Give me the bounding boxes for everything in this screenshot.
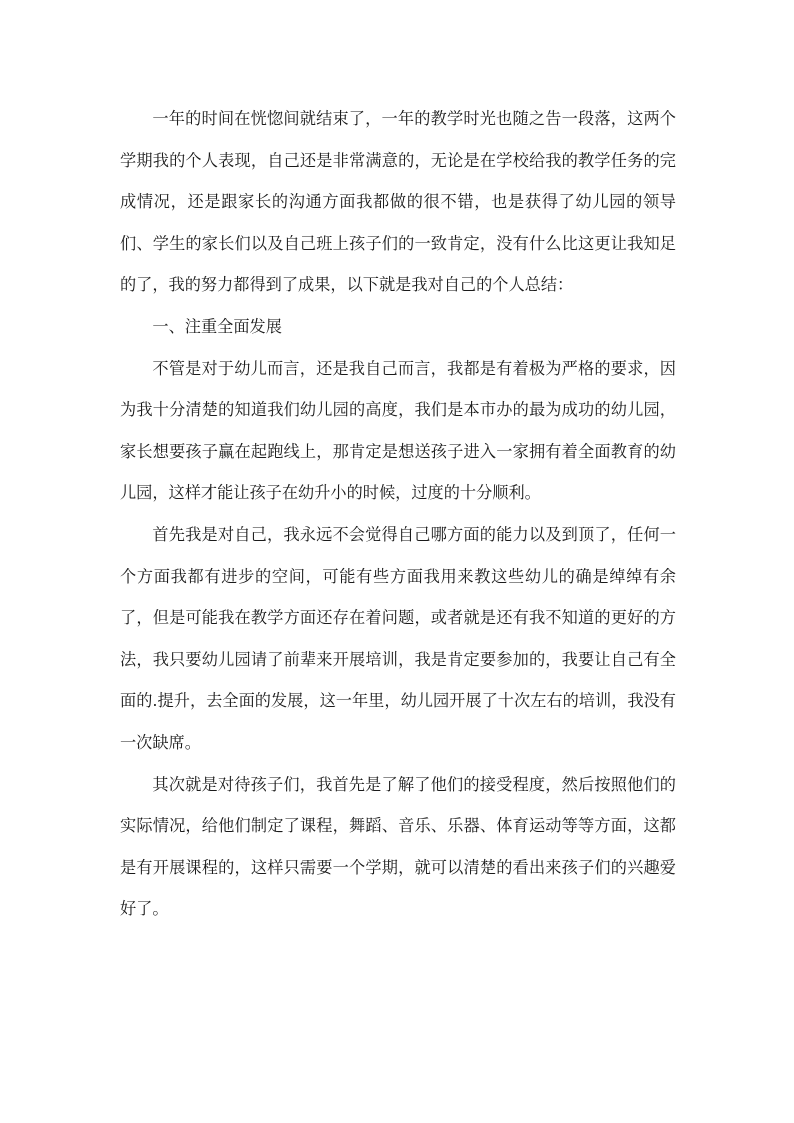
body-paragraph: 首先我是对自己，我永远不会觉得自己哪方面的能力以及到顶了，任何一个方面我都有进步的空间，可能有些方面我用来教这些幼儿的确是绰绰有余了，但是可能我在教学方面还存在着问题，或者就是还有我不知道的更好的方法，我只要幼儿园请了前辈来开展培训，我是肯定要参加的，我要让自己有全面的.提升，去全面的发展，这一年里，幼儿园开展了十次左右的培训，我没有一次缺席。 bbox=[120, 524, 676, 752]
section-heading: 一、注重全面发展 bbox=[152, 316, 282, 336]
body-paragraph: 不管是对于幼儿而言，还是我自己而言，我都是有着极为严格的要求，因为我十分清楚的知道我们幼儿园的高度，我们是本市办的最为成功的幼儿园，家长想要孩子赢在起跑线上，那肯定是想送孩子进入一家拥有着全面教育的幼儿园，这样才能让孩子在幼升小的时候，过度的十分顺利。 bbox=[120, 358, 676, 503]
body-paragraph: 其次就是对待孩子们，我首先是了解了他们的接受程度，然后按照他们的实际情况，给他们制定了课程，舞蹈、音乐、乐器、体育运动等等方面，这都是有开展课程的，这样只需要一个学期，就可以清楚的看出来孩子们的兴趣爱好了。 bbox=[120, 774, 676, 919]
document-body bbox=[120, 98, 676, 930]
intro-paragraph: 一年的时间在恍惚间就结束了，一年的教学时光也随之告一段落，这两个学期我的个人表现，自己还是非常满意的，无论是在学校给我的教学任务的完成情况，还是跟家长的沟通方面我都做的很不错，也是获得了幼儿园的领导们、学生的家长们以及自己班上孩子们的一致肯定，没有什么比这更让我知足的了，我的努力都得到了成果，以下就是我对自己的个人总结： bbox=[120, 109, 676, 295]
